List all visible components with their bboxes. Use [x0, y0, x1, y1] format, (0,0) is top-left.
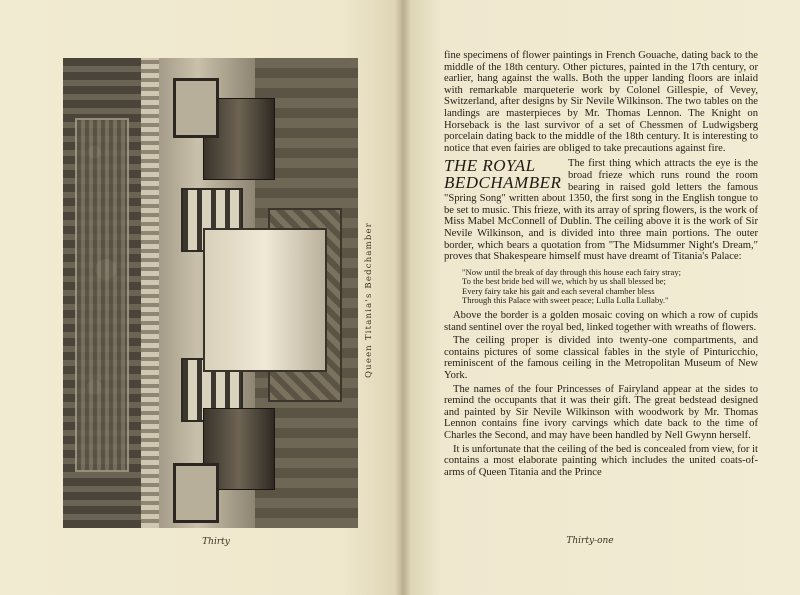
photo-bed	[203, 228, 327, 372]
quote-line: Every fairy take his gait and each several chamber bless	[462, 285, 655, 296]
photo-wall-picture	[173, 463, 219, 523]
photo-wall-picture	[173, 78, 219, 138]
page-number-right: Thirty-one	[566, 536, 614, 546]
bedchamber-photograph	[63, 58, 358, 528]
intro-paragraph: fine specimens of flower paintings in French Gouache, dating back to the middle of the 18th century. Other pictures, painted in the 17th century, or earlier, hang against the walls. Both the upper landing floors are inlaid with remarkable marqueterie work by Colonel Gillespie, of Vevey, Switzerland, after designs by Sir Nevile Wilkinson. The two tables on the landings are masterpieces by Mr. Thomas Lennon. The Knight on Horseback is the last survivor of a set of Chessmen of Ludwigsberg porcelain dating back to the middle of the 18th century. It is interesting to notice that even fairies are obliged to take precautions against fire.	[444, 50, 758, 154]
section-heading-line: THE ROYAL	[444, 158, 536, 176]
section-paragraph: The first thing which attracts the eye is the broad frieze which runs round the room bearing in raised gold letters the famous "Spring Song" written about 1350, the first song in the English tongue to be set to music. This frieze, with its array of spring flowers, is the work of Miss Mabel McConnell of Dublin. The ceiling above it is the work of Sir Nevile Wilkinson, and is divided into three main portions. The outer border, which bears a quotation from "The Midsummer Night's Dream," proves that Shakespeare himself must have dreamt of Titania's Palace:	[444, 158, 758, 263]
body-paragraph: It is unfortunate that the ceiling of the bed is concealed from view, for it contains a most elaborate painting which includes the united coats-of-arms of Queen Titania and the Prince	[444, 443, 758, 478]
book-gutter	[395, 0, 411, 595]
body-paragraph: The names of the four Princesses of Fairyland appear at the sides to remind the occupants that it was their gift. The great bedstead designed and painted by Sir Nevile Wilkinson with woodwork by Mr. Thomas Lennon contains fine ivory carvings which date back to the time of Charles the Second, and may have been handled by Nell Gwynn herself.	[444, 383, 758, 441]
quote-line: "Now until the break of day through this house each fairy stray;	[462, 266, 682, 277]
body-paragraph: The ceiling proper is divided into twenty-one compartments, and contains pictures of some classical fables in the style of Pinturicchio, reminiscent of the famous ceiling in the Metropolitan Museum of New York.	[444, 335, 758, 382]
plate-caption: Queen Titania's Bedchamber	[364, 221, 374, 379]
shakespeare-quote	[462, 268, 758, 306]
photo-frieze	[141, 58, 159, 528]
right-page-text	[444, 50, 758, 480]
body-paragraph: Above the border is a golden mosaic coving on which a row of cupids stand sentinel over the royal bed, linked together with wreaths of flowers.	[444, 310, 758, 333]
section-heading-line: BEDCHAMBER	[444, 172, 562, 192]
quote-line: Through this Palace with sweet peace; Lulla Lulla Lullaby."	[462, 295, 669, 306]
photo-ceiling-panel	[75, 118, 129, 472]
section-heading	[444, 158, 562, 191]
royal-bedchamber-section	[444, 158, 758, 264]
page-number-left: Thirty	[202, 537, 230, 547]
quote-line: To the best bride bed will we, which by us shall blessed be;	[462, 276, 666, 287]
